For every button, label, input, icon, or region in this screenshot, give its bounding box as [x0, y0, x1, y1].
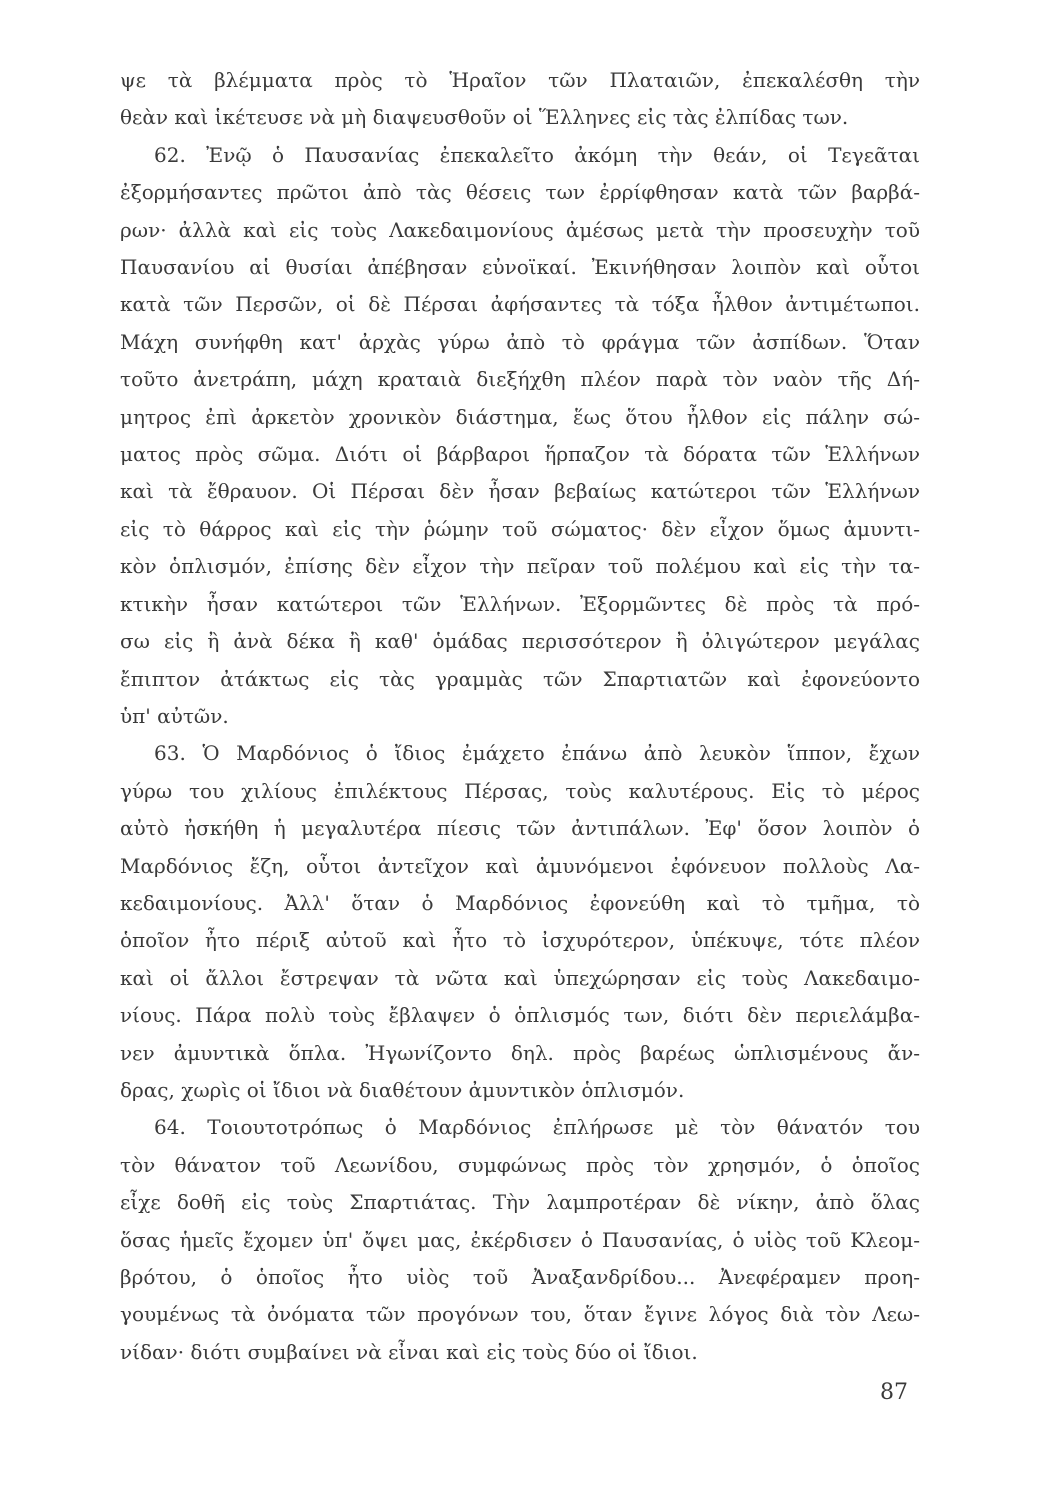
text-line: Παυσανίου αἱ θυσίαι ἀπέβησαν εὐνοϊκαί. Ἐκινήθησαν λοιπὸν καὶ οὗτοι [120, 255, 920, 280]
paragraph-p-62 [120, 137, 920, 736]
text-line: 62. Ἐνῷ ὁ Παυσανίας ἐπεκαλεῖτο ἀκόμη τὴν θεάν, οἱ Τεγεᾶται [154, 142, 920, 167]
text-line: τὸν θάνατον τοῦ Λεωνίδου, συμφώνως πρὸς τὸν χρησμόν, ὁ ὁποῖος [120, 1152, 920, 1177]
text-line: ἐξορμήσαντες πρῶτοι ἀπὸ τὰς θέσεις των ἐρρίφθησαν κατὰ τῶν βαρβά- [120, 180, 920, 205]
text-line: κατὰ τῶν Περσῶν, οἱ δὲ Πέρσαι ἀφήσαντες τὰ τόξα ἦλθον ἀντιμέτωποι. [120, 292, 920, 317]
text-line: μητρος ἐπὶ ἀρκετὸν χρονικὸν διάστημα, ἕως ὅτου ἦλθον εἰς πάλην σώ- [120, 404, 920, 429]
text-line: Μαρδόνιος ἔζη, οὗτοι ἀντεῖχον καὶ ἀμυνόμενοι ἐφόνευον πολλοὺς Λα- [120, 853, 920, 878]
page-body [120, 62, 920, 1371]
text-line: ματος πρὸς σῶμα. Διότι οἱ βάρβαροι ἥρπαζον τὰ δόρατα τῶν Ἑλλήνων [120, 442, 920, 467]
text-line: αὐτὸ ἠσκήθη ἡ μεγαλυτέρα πίεσις τῶν ἀντιπάλων. Ἐφ' ὅσον λοιπὸν ὁ [120, 816, 920, 841]
text-line: ὑπ' αὐτῶν. [120, 703, 229, 728]
text-line: δρας, χωρὶς οἱ ἴδιοι νὰ διαθέτουν ἀμυντικὸν ὁπλισμόν. [120, 1077, 685, 1102]
text-line: καὶ οἱ ἄλλοι ἔστρεψαν τὰ νῶτα καὶ ὑπεχώρησαν εἰς τοὺς Λακεδαιμο- [120, 965, 920, 990]
text-line: 64. Τοιουτοτρόπως ὁ Μαρδόνιος ἐπλήρωσε μὲ τὸν θάνατόν του [154, 1115, 920, 1140]
text-line: τοῦτο ἀνετράπη, μάχη κραταιὰ διεξήχθη πλέον παρὰ τὸν ναὸν τῆς Δή- [120, 367, 920, 392]
text-line: νεν ἀμυντικὰ ὅπλα. Ἠγωνίζοντο δηλ. πρὸς βαρέως ὡπλισμένους ἄν- [120, 1040, 920, 1065]
text-line: ρων· ἀλλὰ καὶ εἰς τοὺς Λακεδαιμονίους ἀμέσως μετὰ τὴν προσευχὴν τοῦ [120, 217, 920, 242]
text-line: 63. Ὁ Μαρδόνιος ὁ ἴδιος ἐμάχετο ἐπάνω ἀπὸ λευκὸν ἵππον, ἔχων [154, 741, 920, 766]
paragraph-p-intro [120, 62, 920, 137]
text-line: θεὰν καὶ ἱκέτευσε νὰ μὴ διαψευσθοῦν οἱ Ἕλληνες εἰς τὰς ἐλπίδας των. [120, 105, 849, 130]
text-line: κὸν ὁπλισμόν, ἐπίσης δὲν εἶχον τὴν πεῖραν τοῦ πολέμου καὶ εἰς τὴν τα- [120, 554, 920, 579]
text-line: κεδαιμονίους. Ἀλλ' ὅταν ὁ Μαρδόνιος ἐφονεύθη καὶ τὸ τμῆμα, τὸ [120, 890, 920, 915]
text-line: ἔπιπτον ἀτάκτως εἰς τὰς γραμμὰς τῶν Σπαρτιατῶν καὶ ἐφονεύοντο [120, 666, 920, 691]
page-number: 87 [880, 1380, 908, 1405]
text-line: ὅσας ἡμεῖς ἔχομεν ὑπ' ὄψει μας, ἐκέρδισεν ὁ Παυσανίας, ὁ υἱὸς τοῦ Κλεομ- [120, 1227, 920, 1252]
text-line: ὁποῖον ἦτο πέριξ αὐτοῦ καὶ ἦτο τὸ ἰσχυρότερον, ὑπέκυψε, τότε πλέον [120, 928, 920, 953]
text-line: εἶχε δοθῆ εἰς τοὺς Σπαρτιάτας. Τὴν λαμπροτέραν δὲ νίκην, ἀπὸ ὅλας [120, 1190, 920, 1215]
paragraph-p-64 [120, 1109, 920, 1371]
text-line: γουμένως τὰ ὀνόματα τῶν προγόνων του, ὅταν ἔγινε λόγος διὰ τὸν Λεω- [120, 1302, 920, 1327]
text-line: εἰς τὸ θάρρος καὶ εἰς τὴν ῥώμην τοῦ σώματος· δὲν εἶχον ὅμως ἀμυντι- [120, 516, 920, 541]
text-line: νίους. Πάρα πολὺ τοὺς ἔβλαψεν ὁ ὁπλισμός των, διότι δὲν περιελάμβα- [120, 1003, 920, 1028]
text-line: γύρω του χιλίους ἐπιλέκτους Πέρσας, τοὺς καλυτέρους. Εἰς τὸ μέρος [120, 778, 920, 803]
text-line: νίδαν· διότι συμβαίνει νὰ εἶναι καὶ εἰς τοὺς δύο οἱ ἴδιοι. [120, 1339, 698, 1364]
text-line: βρότου, ὁ ὁποῖος ἦτο υἱὸς τοῦ Ἀναξανδρίδου... Ἀνεφέραμεν προη- [120, 1265, 920, 1289]
paragraph-p-63 [120, 735, 920, 1109]
text-line: κτικὴν ἦσαν κατώτεροι τῶν Ἑλλήνων. Ἐξορμῶντες δὲ πρὸς τὰ πρό- [120, 591, 920, 616]
text-line: καὶ τὰ ἔθραυον. Οἱ Πέρσαι δὲν ἦσαν βεβαίως κατώτεροι τῶν Ἑλλήνων [120, 479, 920, 504]
text-line: Μάχη συνήφθη κατ' ἀρχὰς γύρω ἀπὸ τὸ φράγμα τῶν ἀσπίδων. Ὅταν [120, 329, 920, 354]
text-line: ψε τὰ βλέμματα πρὸς τὸ Ἡραῖον τῶν Πλαταιῶν, ἐπεκαλέσθη τὴν [120, 68, 920, 92]
text-line: σω εἰς ἢ ἀνὰ δέκα ἢ καθ' ὁμάδας περισσότερον ἢ ὀλιγώτερον μεγάλας [120, 629, 920, 654]
